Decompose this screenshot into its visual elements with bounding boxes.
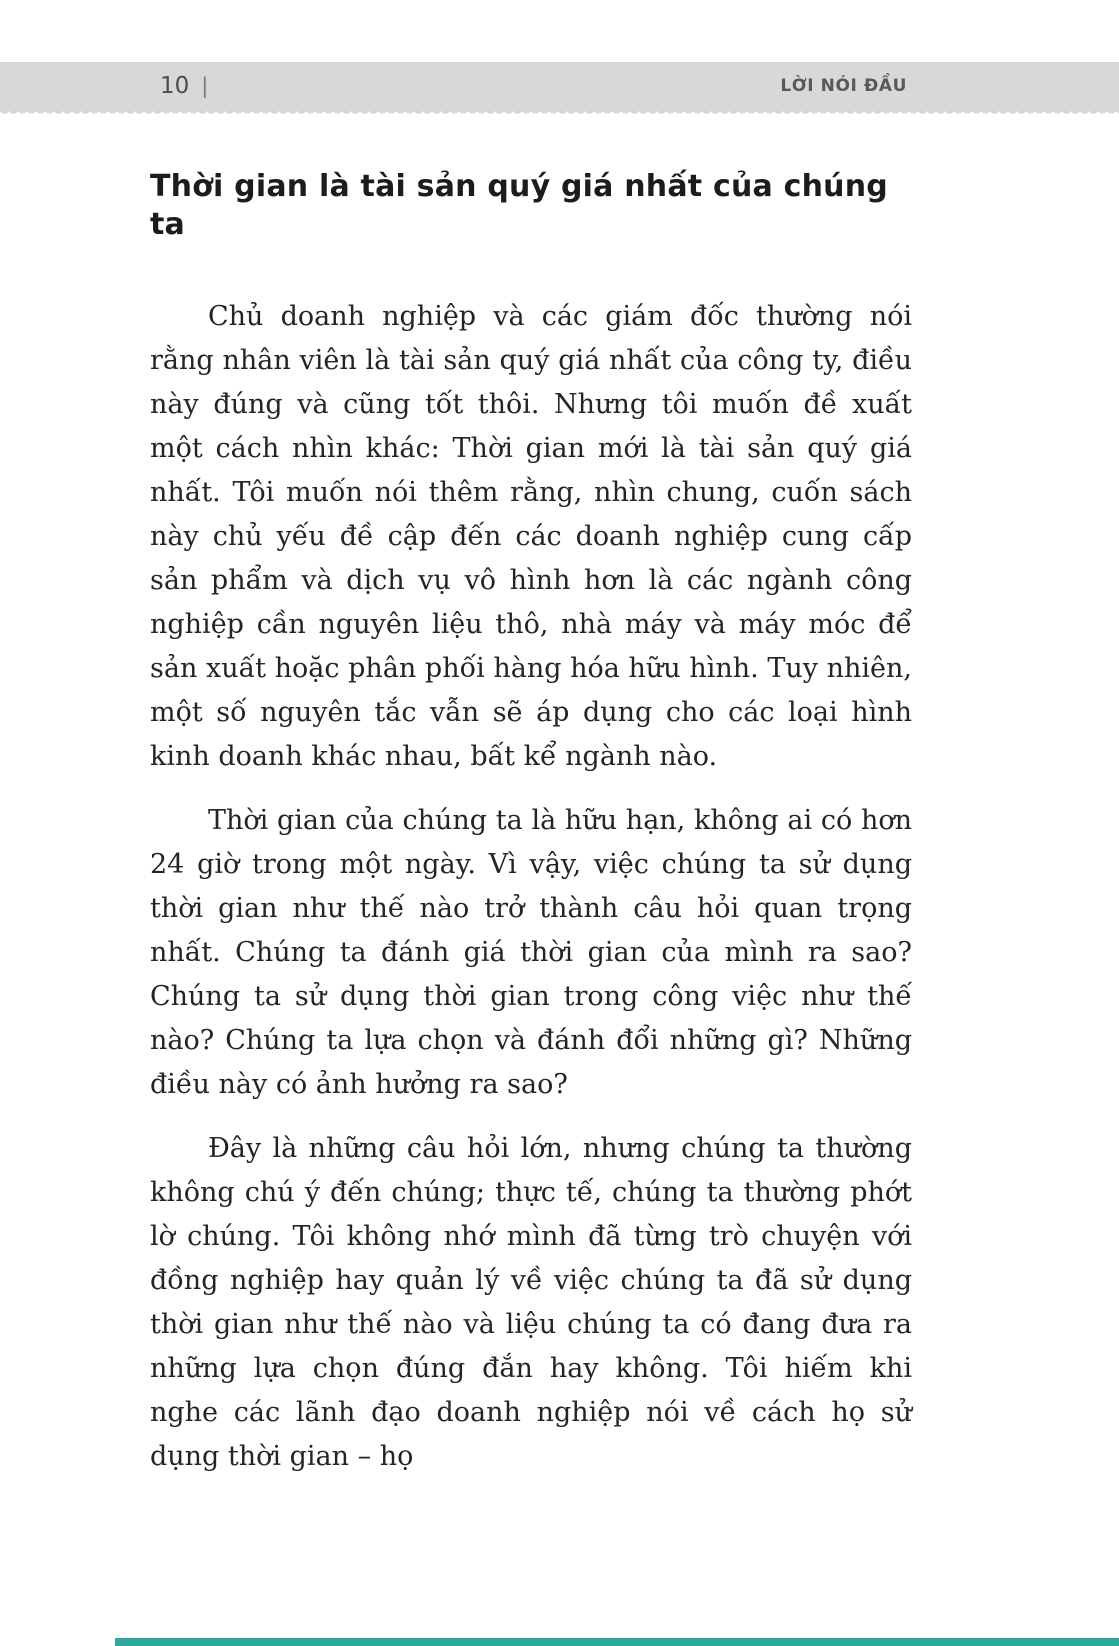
- page-header: [0, 62, 1119, 109]
- paragraph: Thời gian của chúng ta là hữu hạn, không ai có hơn 24 giờ trong một ngày. Vì vậy, việc chúng ta sử dụng thời gian như thế nào trở thành câu hỏi quan trọng nhất. Chúng ta đánh giá thời gian của mình ra sao? Chúng ta sử dụng thời gian trong công việc như thế nào? Chúng ta lựa chọn và đánh đổi những gì? Những điều này có ảnh hưởng ra sao?: [150, 805, 912, 1100]
- paragraph: Chủ doanh nghiệp và các giám đốc thường nói rằng nhân viên là tài sản quý giá nhất của công ty, điều này đúng và cũng tốt thôi. Nhưng tôi muốn đề xuất một cách nhìn khác: Thời gian mới là tài sản quý giá nhất. Tôi muốn nói thêm rằng, nhìn chung, cuốn sách này chủ yếu đề cập đến các doanh nghiệp cung cấp sản phẩm và dịch vụ vô hình hơn là các ngành công nghiệp cần nguyên liệu thô, nhà máy và máy móc để sản xuất hoặc phân phối hàng hóa hữu hình. Tuy nhiên, một số nguyên tắc vẫn sẽ áp dụng cho các loại hình kinh doanh khác nhau, bất kể ngành nào.: [150, 301, 912, 772]
- section-heading: Thời gian là tài sản quý giá nhất của chúng ta: [150, 169, 888, 242]
- body-paragraphs: [150, 295, 912, 1479]
- running-head: LỜI NÓI ĐẦU: [780, 75, 907, 96]
- bottom-accent-bar: [115, 1638, 1119, 1646]
- page-number-group: [160, 73, 208, 99]
- page-body: [150, 168, 912, 1499]
- paragraph: Đây là những câu hỏi lớn, nhưng chúng ta thường không chú ý đến chúng; thực tế, chúng ta thường phớt lờ chúng. Tôi không nhớ mình đã từng trò chuyện với đồng nghiệp hay quản lý về việc chúng ta đã sử dụng thời gian như thế nào và liệu chúng ta có đang đưa ra những lựa chọn đúng đắn hay không. Tôi hiếm khi nghe các lãnh đạo doanh nghiệp nói về cách họ sử dụng thời gian – họ: [150, 1133, 912, 1472]
- page-number-divider: |: [201, 73, 209, 98]
- page-number: 10: [160, 72, 190, 99]
